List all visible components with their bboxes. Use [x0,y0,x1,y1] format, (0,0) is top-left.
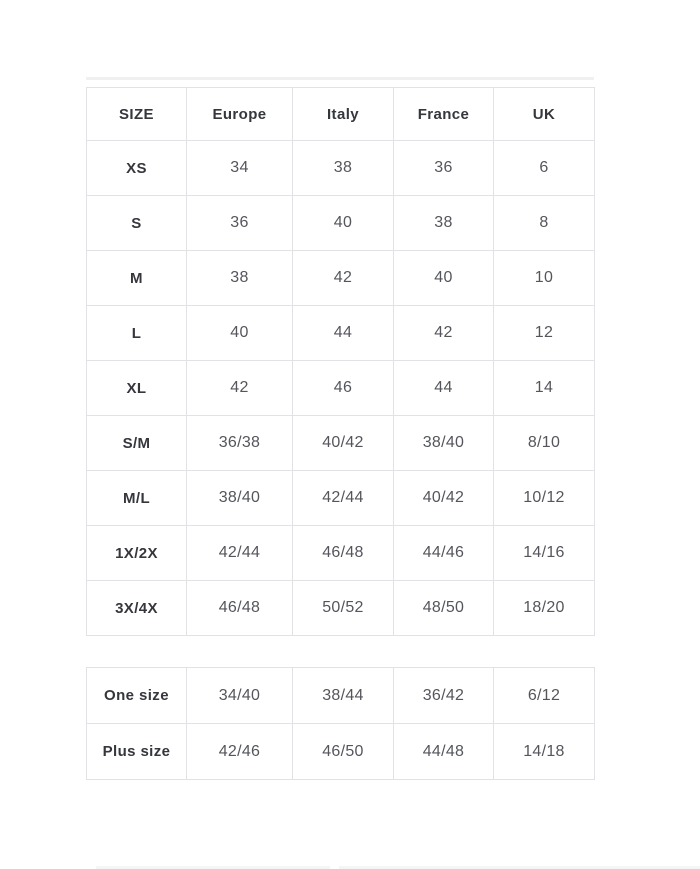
cropped-row-artifact-top [86,77,594,80]
france-value: 38 [394,196,494,251]
europe-value: 40 [187,306,293,361]
france-value: 40 [394,251,494,306]
italy-value: 42/44 [293,471,394,526]
table-row-xs [87,141,595,196]
size-label: One size [87,668,187,724]
italy-value: 50/52 [293,581,394,636]
uk-value: 8/10 [494,416,595,471]
italy-value: 44 [293,306,394,361]
table-row-m-l [87,471,595,526]
uk-value: 14/18 [494,724,595,780]
uk-value: 6 [494,141,595,196]
europe-value: 42/44 [187,526,293,581]
italy-value: 46 [293,361,394,416]
table-row-1x-2x [87,526,595,581]
size-label: L [87,306,187,361]
table-row-s-m [87,416,595,471]
uk-value: 10/12 [494,471,595,526]
uk-value: 6/12 [494,668,595,724]
uk-value: 10 [494,251,595,306]
italy-value: 46/48 [293,526,394,581]
uk-value: 12 [494,306,595,361]
uk-value: 14 [494,361,595,416]
france-value: 48/50 [394,581,494,636]
size-label: M/L [87,471,187,526]
france-value: 42 [394,306,494,361]
table-row-xl [87,361,595,416]
size-label: S [87,196,187,251]
italy-value: 38/44 [293,668,394,724]
table-row-3x-4x [87,581,595,636]
europe-value: 38 [187,251,293,306]
europe-value: 36/38 [187,416,293,471]
size-label: XL [87,361,187,416]
column-header-france: France [394,88,494,141]
france-value: 38/40 [394,416,494,471]
column-header-size: SIZE [87,88,187,141]
italy-value: 40/42 [293,416,394,471]
size-label: 1X/2X [87,526,187,581]
size-label: 3X/4X [87,581,187,636]
table-row-l [87,306,595,361]
special-sizes-table [86,667,595,780]
italy-value: 46/50 [293,724,394,780]
size-label: Plus size [87,724,187,780]
table-row-m [87,251,595,306]
table-row-one-size [87,668,595,724]
column-header-italy: Italy [293,88,394,141]
uk-value: 8 [494,196,595,251]
europe-value: 34/40 [187,668,293,724]
uk-value: 18/20 [494,581,595,636]
france-value: 36 [394,141,494,196]
france-value: 44/48 [394,724,494,780]
table-row-s [87,196,595,251]
size-label: S/M [87,416,187,471]
europe-value: 36 [187,196,293,251]
italy-value: 42 [293,251,394,306]
size-label: M [87,251,187,306]
uk-value: 14/16 [494,526,595,581]
italy-value: 38 [293,141,394,196]
france-value: 44/46 [394,526,494,581]
table-header-row [87,88,595,141]
italy-value: 40 [293,196,394,251]
france-value: 44 [394,361,494,416]
column-header-uk: UK [494,88,595,141]
size-conversion-table [86,87,595,636]
france-value: 40/42 [394,471,494,526]
table-row-plus-size [87,724,595,780]
size-label: XS [87,141,187,196]
europe-value: 42/46 [187,724,293,780]
france-value: 36/42 [394,668,494,724]
europe-value: 34 [187,141,293,196]
europe-value: 42 [187,361,293,416]
column-header-europe: Europe [187,88,293,141]
europe-value: 46/48 [187,581,293,636]
europe-value: 38/40 [187,471,293,526]
